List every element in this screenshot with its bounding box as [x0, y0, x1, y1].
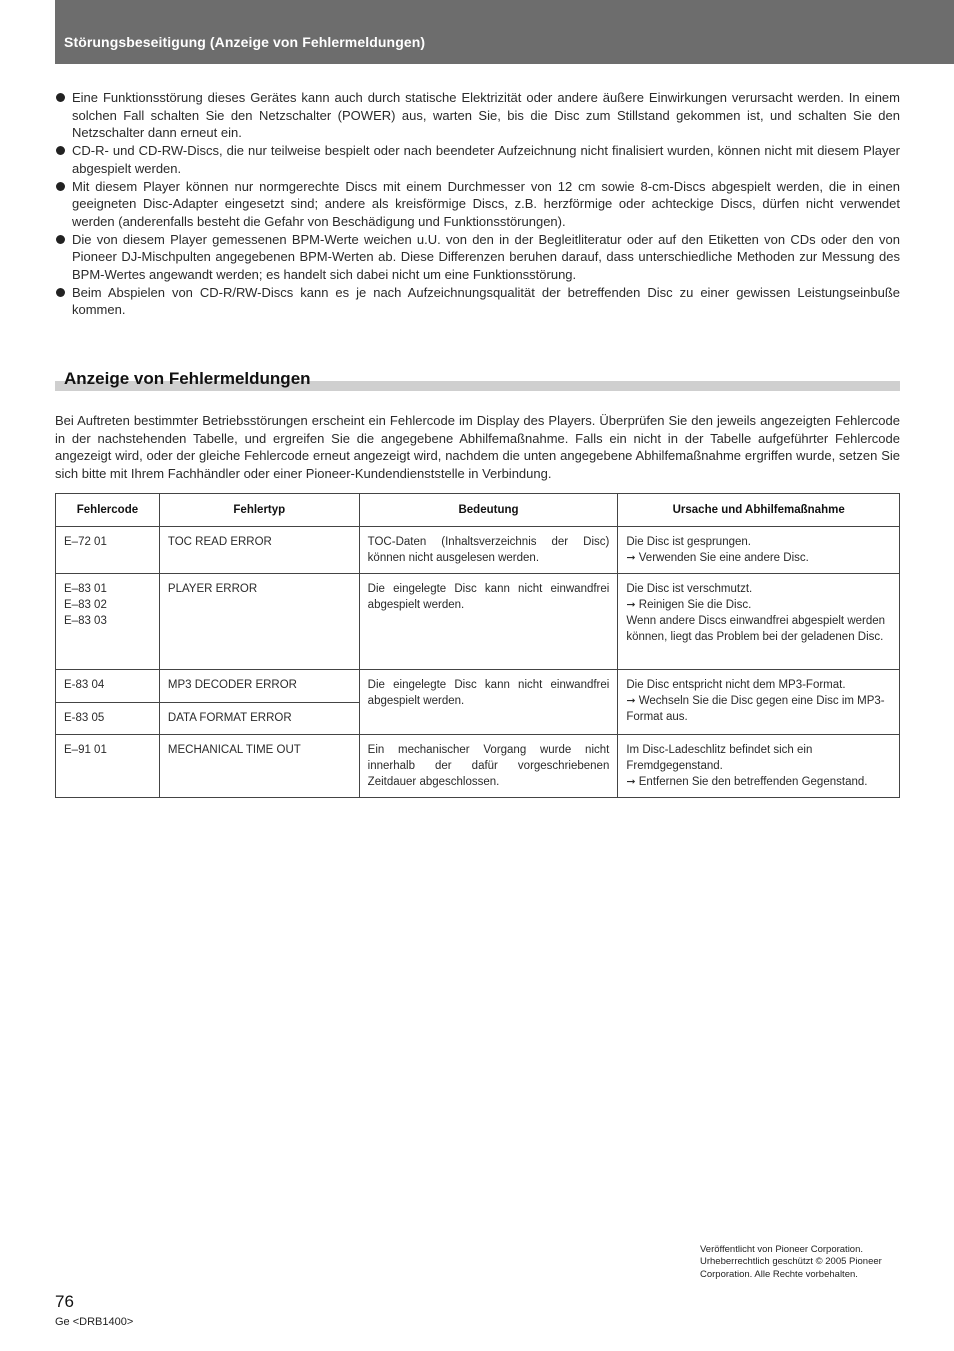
error-code: E-83 04: [56, 670, 160, 703]
error-remedy: Die Disc ist verschmutzt. ➞ Reinigen Sie die Disc. Wenn andere Discs einwandfrei abgespielt werden können, liegt das Problem bei der geladenen Disc.: [618, 574, 900, 670]
list-item: CD-R- und CD-RW-Discs, die nur teilweise bespielt oder nach beendeter Aufzeichnung nicht finalisiert wurden, können nicht mit diesem Player abgespielt werden.: [55, 142, 900, 177]
error-remedy: Die Disc ist gesprungen. ➞ Verwenden Sie eine andere Disc.: [618, 527, 900, 574]
notes-list: [55, 89, 900, 319]
error-code-table: [55, 493, 900, 798]
header-bar: [55, 0, 954, 64]
list-item: Die von diesem Player gemessenen BPM-Werte weichen u.U. von den in der Begleitliteratur oder auf den Etiketten von CDs oder den von Pioneer DJ-Mischpulten angegebenen BPM-Werten ab. Diese Differenzen beruhen darauf, dass unterschiedliche Methoden zur Messung des BPM-Wertes angewandt werden; es handelt sich dabei nicht um eine Funktionsstörung.: [55, 231, 900, 284]
error-code: E–91 01: [56, 735, 160, 798]
arrow-right-icon: ➞: [626, 552, 636, 564]
table-row: [56, 735, 900, 798]
error-code: E–83 01 E–83 02 E–83 03: [56, 574, 160, 670]
arrow-right-icon: ➞: [626, 695, 636, 707]
header-fehlertyp: Fehlertyp: [159, 494, 359, 527]
table-header-row: [56, 494, 900, 527]
error-remedy: Im Disc-Ladeschlitz befindet sich ein Fremdgegenstand. ➞ Entfernen Sie den betreffenden Gegenstand.: [618, 735, 900, 798]
header-ursache: Ursache und Abhilfemaßnahme: [618, 494, 900, 527]
header-bedeutung: Bedeutung: [359, 494, 618, 527]
error-type: PLAYER ERROR: [159, 574, 359, 670]
error-type: MP3 DECODER ERROR: [159, 670, 359, 703]
bullet-icon: [56, 288, 65, 297]
error-type: TOC READ ERROR: [159, 527, 359, 574]
table-row: [56, 574, 900, 670]
bullet-icon: [56, 235, 65, 244]
table-row: [56, 527, 900, 574]
table-row: [56, 670, 900, 703]
page-number: 76: [55, 1292, 74, 1311]
error-type: MECHANICAL TIME OUT: [159, 735, 359, 798]
publisher-note: Veröffentlicht von Pioneer Corporation. Urheberrechtlich geschützt © 2005 Pioneer Corporation. Alle Rechte vorbehalten.: [700, 1244, 882, 1280]
error-type: DATA FORMAT ERROR: [159, 703, 359, 735]
error-meaning: Ein mechanischer Vorgang wurde nicht innerhalb der dafür vorgeschriebenen Zeitdauer abgeschlossen.: [359, 735, 618, 798]
bullet-icon: [56, 93, 65, 102]
error-remedy: Die Disc entspricht nicht dem MP3-Format. ➞ Wechseln Sie die Disc gegen eine Disc im MP3-Format aus.: [618, 670, 900, 735]
error-code: E–72 01: [56, 527, 160, 574]
list-item: Eine Funktionsstörung dieses Gerätes kann auch durch statische Elektrizität oder andere äußere Einwirkungen verursacht werden. In einem solchen Fall schalten Sie den Netzschalter (POWER) aus, warten Sie, bis die Disc zum Stillstand gekommen ist, und schalten Sie den Netzschalter dann erneut ein.: [55, 89, 900, 142]
arrow-right-icon: ➞: [626, 776, 636, 788]
list-item: Beim Abspielen von CD-R/RW-Discs kann es je nach Aufzeichnungsqualität der betreffenden Disc zu einer gewissen Leistungseinbuße kommen.: [55, 284, 900, 319]
model-code: Ge <DRB1400>: [55, 1316, 134, 1328]
header-fehlercode: Fehlercode: [56, 494, 160, 527]
bullet-icon: [56, 146, 65, 155]
error-meaning: Die eingelegte Disc kann nicht einwandfrei abgespielt werden.: [359, 670, 618, 735]
arrow-right-icon: ➞: [626, 599, 636, 611]
bullet-icon: [56, 182, 65, 191]
error-meaning: TOC-Daten (Inhaltsverzeichnis der Disc) können nicht ausgelesen werden.: [359, 527, 618, 574]
header-title: Störungsbeseitigung (Anzeige von Fehlermeldungen): [64, 34, 426, 50]
intro-paragraph: Bei Auftreten bestimmter Betriebsstörungen erscheint ein Fehlercode im Display des Players. Überprüfen Sie den jeweils angezeigten Fehlercode in der nachstehenden Tabelle, und ergreifen Sie die angegebene Abhilfemaßnahme. Falls ein nicht in der Tabelle aufgeführter Fehlercode angezeigt wird, oder der gleiche Fehlercode erneut angezeigt wird, nachdem die unten angegebene Abhilfemaßnahme ergriffen wurde, setzen Sie sich bitte mit Ihrem Fachhändler oder einer Pioneer-Kundendienststelle in Verbindung.: [55, 413, 900, 482]
section-title: Anzeige von Fehlermeldungen: [64, 369, 311, 388]
list-item: Mit diesem Player können nur normgerechte Discs mit einem Durchmesser von 12 cm sowie 8-cm-Discs abgespielt werden, die in einen geeigneten Disc-Adapter eingesetzt sind; andere als kreisförmige Discs, z.B. herzförmige oder achteckige Discs, dürfen nicht verwendet werden (anderenfalls besteht die Gefahr von Beschädigung und Funktionsstörungen).: [55, 178, 900, 231]
error-meaning: Die eingelegte Disc kann nicht einwandfrei abgespielt werden.: [359, 574, 618, 670]
error-code: E-83 05: [56, 703, 160, 735]
